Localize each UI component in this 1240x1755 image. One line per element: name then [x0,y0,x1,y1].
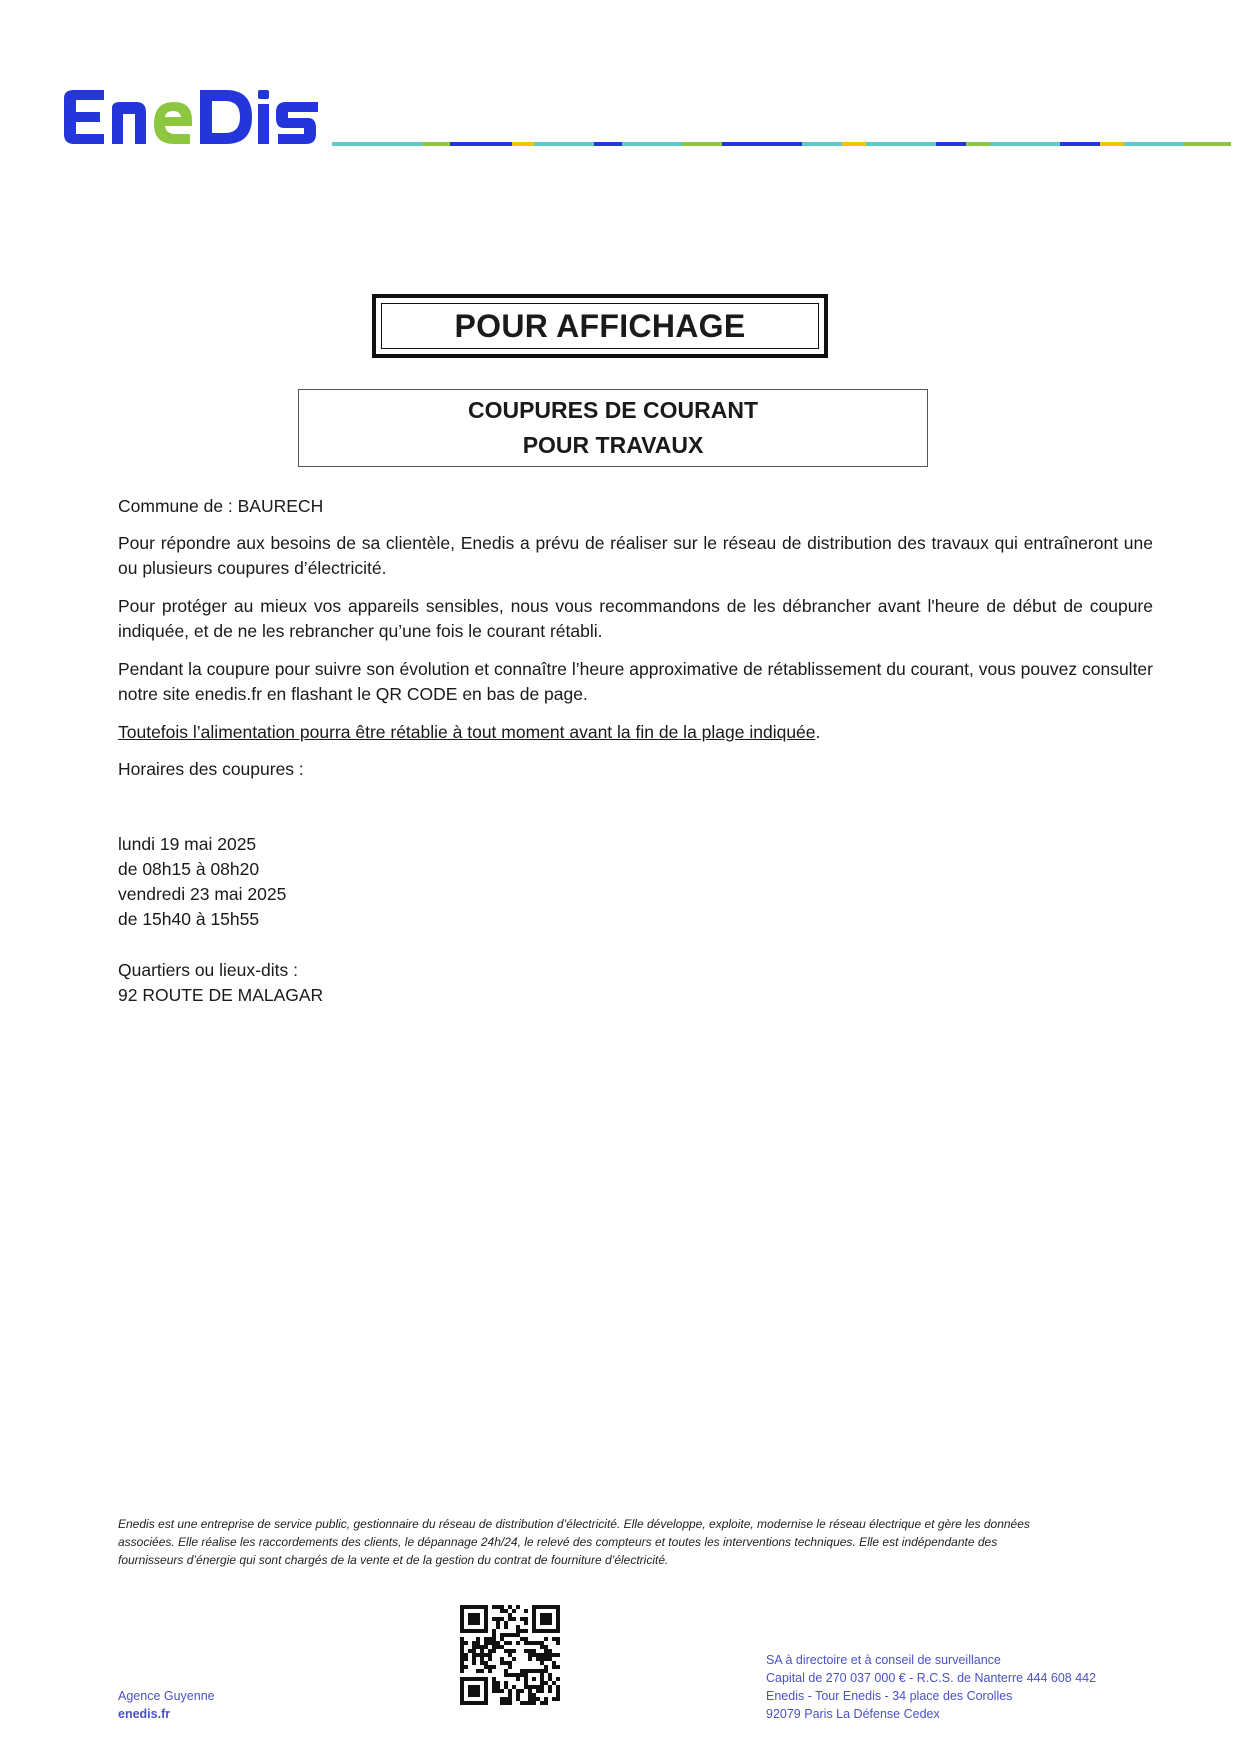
location-item: 92 ROUTE DE MALAGAR [118,985,324,1005]
header-color-stripe [332,142,1237,146]
qr-code[interactable] [460,1605,560,1705]
schedule-time: de 15h40 à 15h55 [118,909,260,929]
paragraph-retablissement [118,720,1153,745]
company-info [766,1651,1096,1723]
agence-name: Agence Guyenne [118,1689,215,1703]
retablissement-warning: Toutefois l’alimentation pourra être rétablie à tout moment avant la fin de la plage indiquée [118,722,816,742]
pour-affichage-title: POUR AFFICHAGE [381,303,819,349]
legal-line: fournisseurs d’énergie qui sont chargés de la vente et de la gestion du contrat de fourniture d’électricité. [118,1553,669,1567]
website-link[interactable]: enedis.fr [118,1707,171,1721]
company-line: Capital de 270 037 000 € - R.C.S. de Nanterre 444 608 442 [766,1671,1097,1685]
locations-label: Quartiers ou lieux-dits : [118,960,298,980]
coupures-title-line2: POUR TRAVAUX [522,432,704,458]
schedule-list [118,832,1153,932]
legal-line: Enedis est une entreprise de service public, gestionnaire du réseau de distribution d’électricité. Elle développe, exploite, modernise le réseau électrique et gère les données [118,1517,1030,1531]
enedis-logo [62,88,322,148]
paragraph-besoins: Pour répondre aux besoins de sa clientèle, Enedis a prévu de réaliser sur le réseau de distribution des travaux qui entraîneront une ou plusieurs coupures d’électricité. [118,533,1153,578]
locations-block [118,958,1153,1008]
coupures-title-box [298,389,928,467]
schedule-time: de 08h15 à 08h20 [118,859,260,879]
agence-block [118,1687,215,1723]
commune-line: Commune de : BAURECH [118,496,324,516]
company-line: Enedis - Tour Enedis - 34 place des Corolles [766,1689,1013,1703]
coupures-title-line1: COUPURES DE COURANT [467,397,759,423]
paragraph-appareils: Pour protéger au mieux vos appareils sensibles, nous vous recommandons de les débrancher avant l'heure de début de coupure indiquée, et de ne les rebrancher qu’une fois le courant rétabli. [118,596,1153,641]
legal-notice [118,1515,1118,1569]
horaires-label: Horaires des coupures : [118,759,304,779]
retablissement-period: . [815,722,821,742]
company-line: 92079 Paris La Défense Cedex [766,1707,940,1721]
company-line: SA à directoire et à conseil de surveillance [766,1653,1001,1667]
paragraph-suivi: Pendant la coupure pour suivre son évolution et connaître l’heure approximative de rétablissement du courant, vous pouvez consulter notre site enedis.fr en flashant le QR CODE en bas de page. [118,659,1153,704]
pour-affichage-box [372,294,828,358]
schedule-date: vendredi 23 mai 2025 [118,884,287,904]
schedule-date: lundi 19 mai 2025 [118,834,257,854]
legal-line: associées. Elle réalise les raccordements des clients, le dépannage 24h/24, le relevé des compteurs et toutes les interventions techniques. Elle est indépendante des [118,1535,998,1549]
